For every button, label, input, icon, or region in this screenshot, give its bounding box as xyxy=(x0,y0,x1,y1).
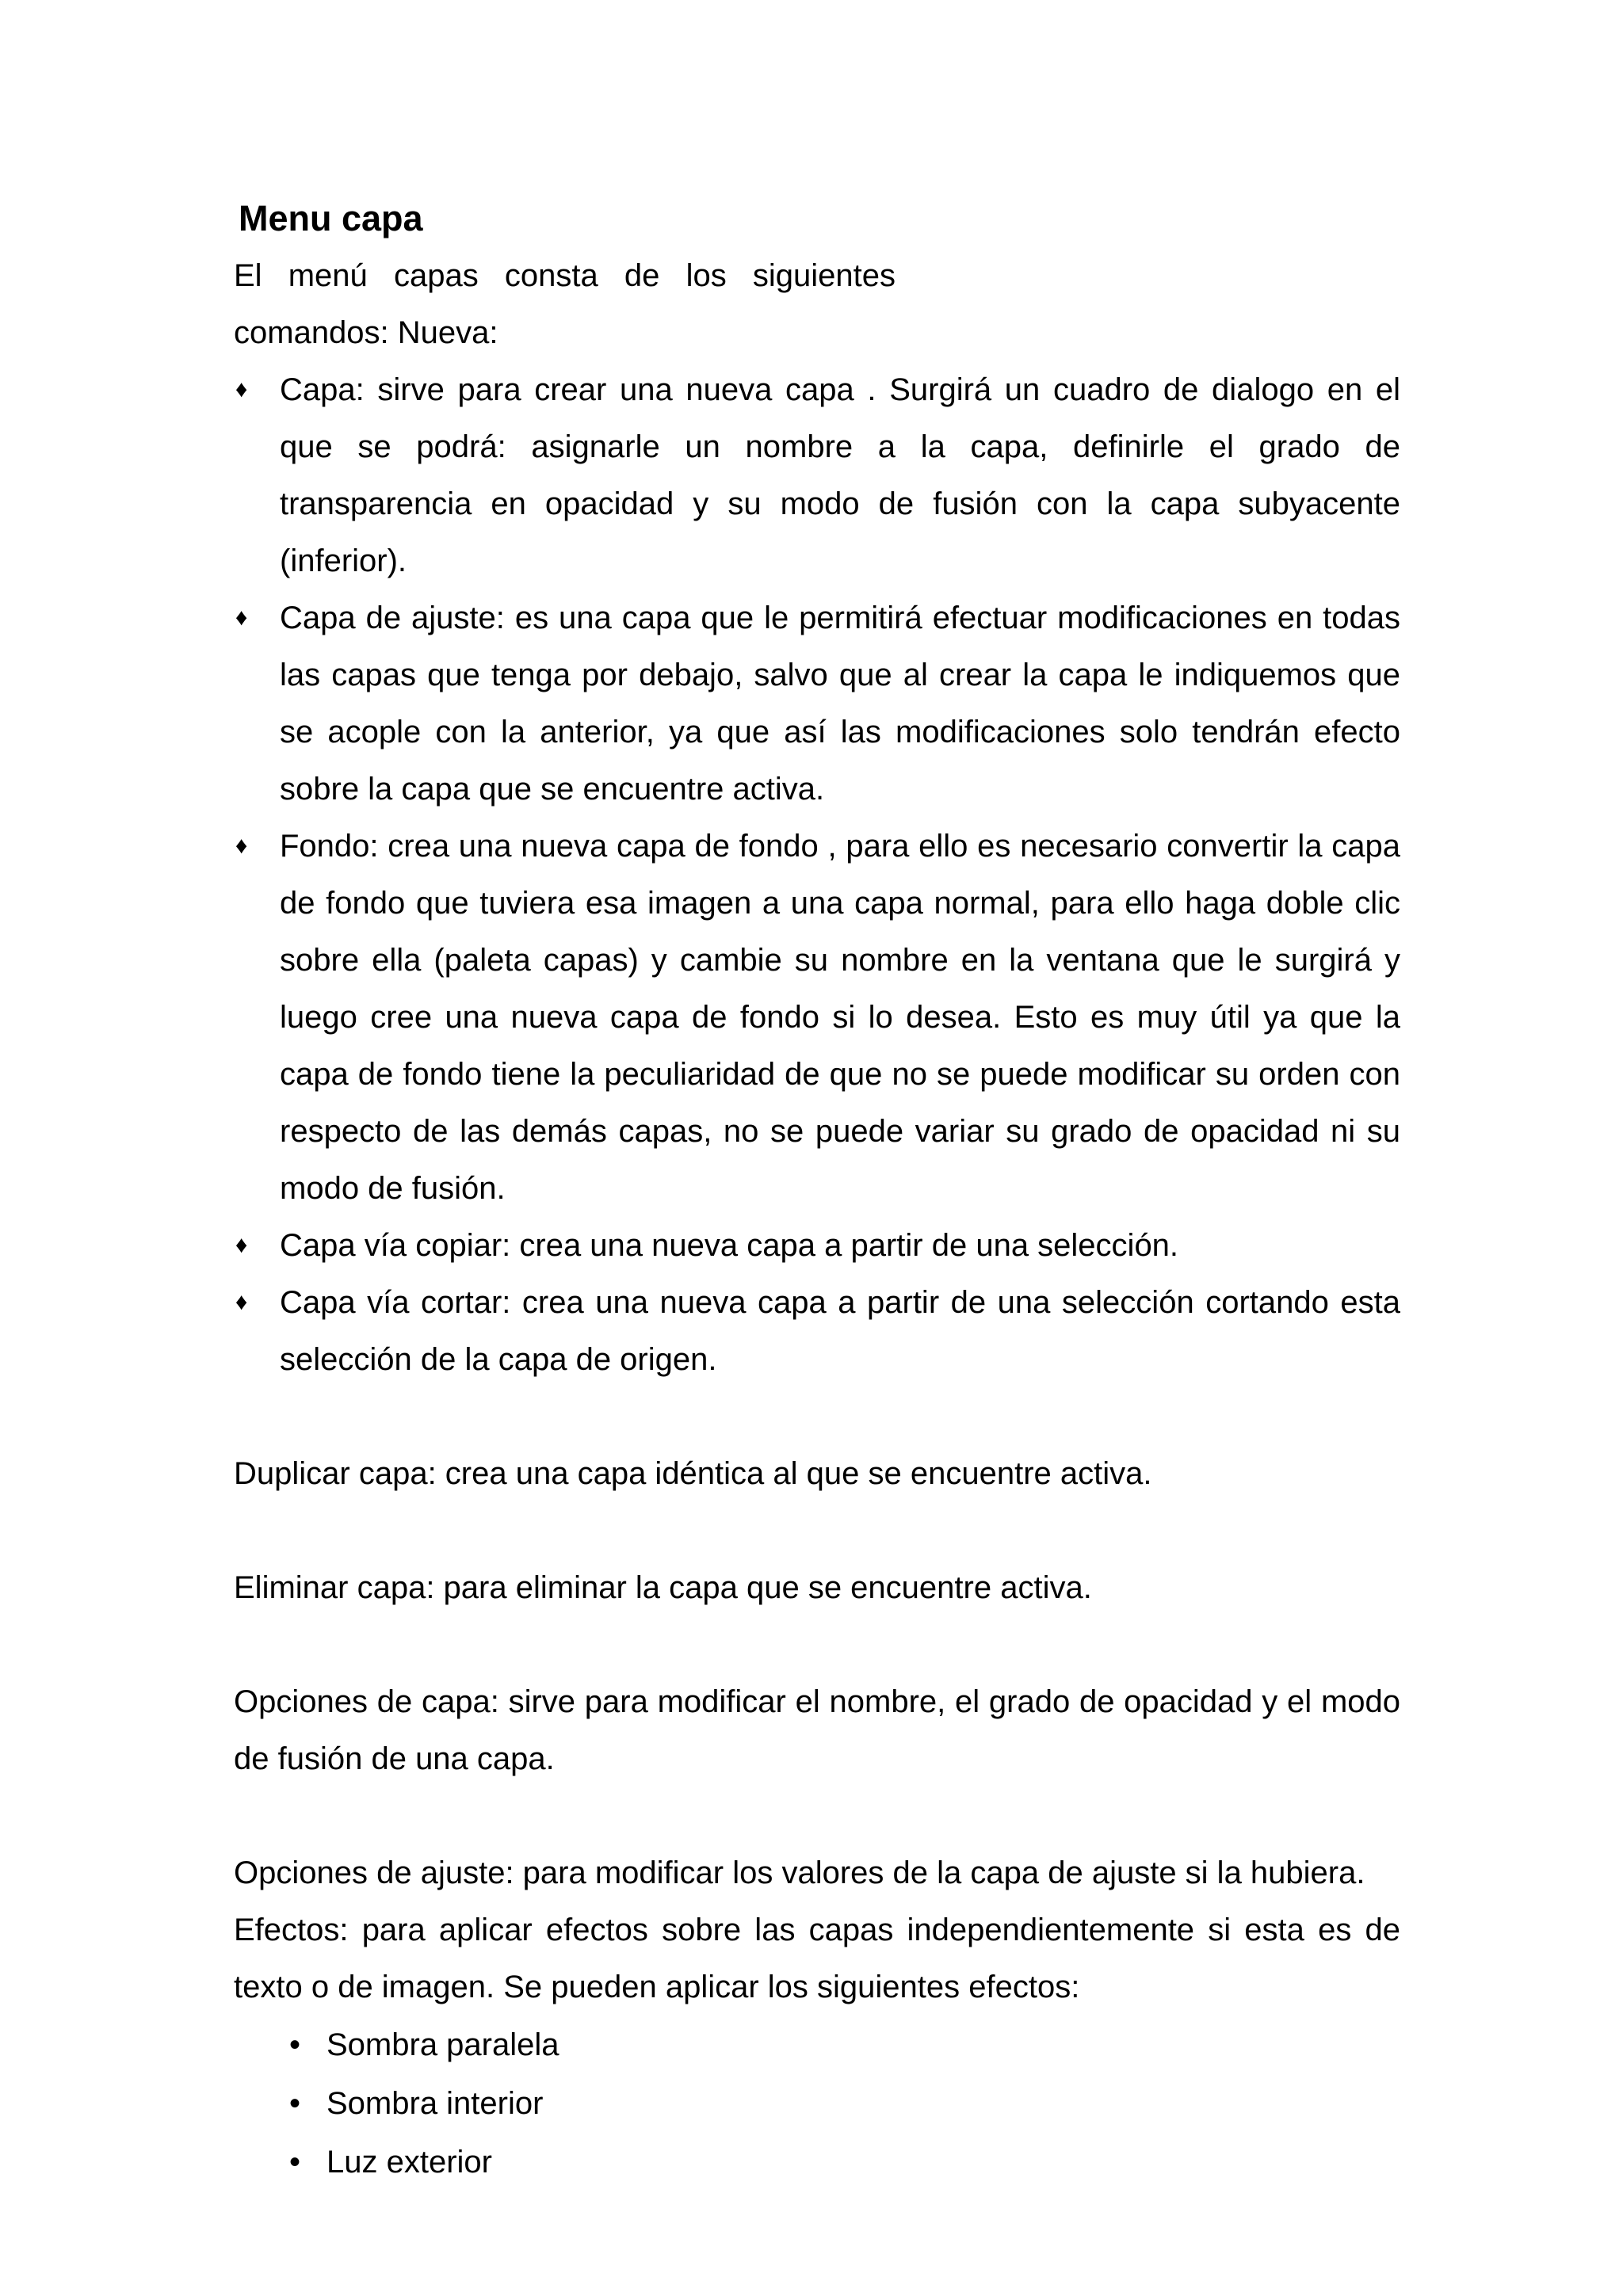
effect-item-text: Sombra interior xyxy=(327,2086,544,2121)
effect-item xyxy=(289,2133,1400,2191)
dot-bullet-icon: • xyxy=(289,2086,301,2121)
diamond-bullet-icon: ♦ xyxy=(235,1232,248,1258)
list-item-text: Capa vía copiar: crea una nueva capa a partir de una selección. xyxy=(280,1228,1179,1263)
effects-list xyxy=(234,2016,1400,2191)
effect-item-text: Luz exterior xyxy=(327,2145,492,2180)
diamond-bullet-icon: ♦ xyxy=(235,605,248,631)
dot-bullet-icon: • xyxy=(289,2027,301,2062)
document-page xyxy=(234,190,1400,2191)
effect-item xyxy=(289,2016,1400,2074)
list-item-fondo xyxy=(234,818,1400,1217)
paragraph-opciones-de-ajuste: Opciones de ajuste: para modificar los valores de la capa de ajuste si la hubiera. xyxy=(234,1855,1365,1890)
list-item-capa xyxy=(234,361,1400,589)
paragraph-efectos: Efectos: para aplicar efectos sobre las capas independientemente si esta es de texto o de imagen. Se pueden aplicar los siguientes efectos: xyxy=(234,1913,1400,2004)
list-item-capa-via-copiar xyxy=(234,1217,1400,1274)
dot-bullet-icon: • xyxy=(289,2145,301,2180)
effect-item-text: Sombra paralela xyxy=(327,2027,559,2062)
list-item-text: Capa vía cortar: crea una nueva capa a partir de una selección cortando esta selección de la capa de origen. xyxy=(280,1285,1400,1377)
nueva-options-list xyxy=(234,361,1400,1388)
page-title: Menu capa xyxy=(239,198,423,238)
list-item-text: Fondo: crea una nueva capa de fondo , para ello es necesario convertir la capa de fondo que tuviera esa imagen a una capa normal, para ello haga doble clic sobre ella (paleta capas) y cambie su nombre en la ventana que le surgirá y luego cree una nueva capa de fondo si lo desea. Esto es muy útil ya que la capa de fondo tiene la peculiaridad de que no se puede modificar su orden con respecto de las demás capas, no se puede variar su grado de opacidad ni su modo de fusión. xyxy=(280,829,1400,1206)
intro-line-2: comandos: Nueva: xyxy=(234,315,498,350)
list-item-capa-de-ajuste xyxy=(234,589,1400,818)
diamond-bullet-icon: ♦ xyxy=(235,1289,248,1315)
diamond-bullet-icon: ♦ xyxy=(235,833,248,859)
paragraph-opciones-de-capa: Opciones de capa: sirve para modificar el nombre, el grado de opacidad y el modo de fusión de una capa. xyxy=(234,1684,1400,1776)
diamond-bullet-icon: ♦ xyxy=(235,376,248,402)
list-item-text: Capa: sirve para crear una nueva capa . Surgirá un cuadro de dialogo en el que se podrá: asignarle un nombre a la capa, definirle el grado de transparencia en opacidad y su modo de fusión con la capa subyacente (inferior). xyxy=(280,372,1400,578)
list-item-capa-via-cortar xyxy=(234,1274,1400,1388)
paragraph-eliminar-capa: Eliminar capa: para eliminar la capa que se encuentre activa. xyxy=(234,1570,1092,1605)
intro-paragraph xyxy=(234,247,1400,361)
paragraph-duplicar-capa: Duplicar capa: crea una capa idéntica al que se encuentre activa. xyxy=(234,1456,1152,1491)
intro-line-1: El menú capas consta de los siguientes xyxy=(234,258,896,293)
list-item-text: Capa de ajuste: es una capa que le permitirá efectuar modificaciones en todas las capas que tenga por debajo, salvo que al crear la capa le indiquemos que se acople con la anterior, ya que así las modificaciones solo tendrán efecto sobre la capa que se encuentre activa. xyxy=(280,601,1400,807)
effect-item xyxy=(289,2074,1400,2133)
